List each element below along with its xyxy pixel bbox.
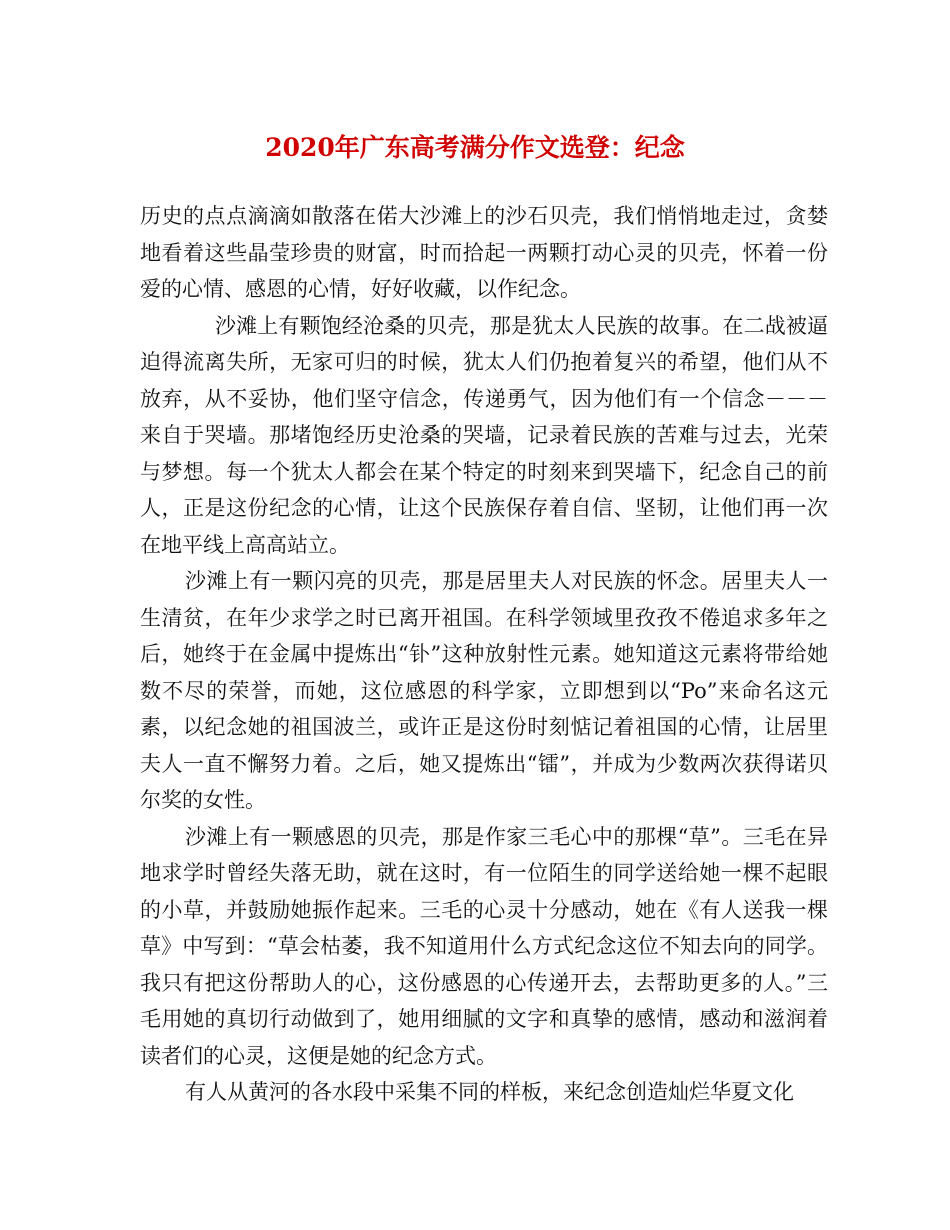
- paragraph-madame-curie: 沙滩上有一颗闪亮的贝壳，那是居里夫人对民族的怀念。居里夫人一生清贫，在年少求学之时已离开祖国。在科学领域里孜孜不倦追求多年之后，她终于在金属中提炼出“钋”这种放射性元素。她知道这元素将带给她数不尽的荣誉，而她，这位感恩的科学家，立即想到以“Po”来命名这元素，以纪念她的祖国波兰，或许正是这份时刻惦记着祖国的心情，让居里夫人一直不懈努力着。之后，她又提炼出“镭”，并成为少数两次获得诺贝尔奖的女性。: [140, 569, 828, 812]
- paragraph-yellow-river: 有人从黄河的各水段中采集不同的样板，来纪念创造灿烂华夏文化: [185, 1080, 794, 1104]
- page-title: 2020年广东高考满分作文选登：纪念: [265, 133, 685, 162]
- paragraph-intro: 历史的点点滴滴如散落在偌大沙滩上的沙石贝壳，我们悄悄地走过，贪婪地看着这些晶莹珍贵的财富，时而拾起一两颗打动心灵的贝壳，怀着一份爱的心情、感恩的心情，好好收藏，以作纪念。: [140, 204, 828, 301]
- paragraph-jewish-people: 沙滩上有颗饱经沧桑的贝壳，那是犹太人民族的故事。在二战被逼迫得流离失所，无家可归的时候，犹太人们仍抱着复兴的希望，他们从不放弃，从不妥协，他们坚守信念，传递勇气，因为他们有一个信念－－－来自于哭墙。那堵饱经历史沧桑的哭墙，记录着民族的苦难与过去，光荣与梦想。每一个犹太人都会在某个特定的时刻来到哭墙下，纪念自己的前人，正是这份纪念的心情，让这个民族保存着自信、坚韧，让他们再一次在地平线上高高站立。: [140, 313, 828, 557]
- paragraph-sanmao: 沙滩上有一颗感恩的贝壳，那是作家三毛心中的那棵“草”。三毛在异地求学时曾经失落无助，就在这时，有一位陌生的同学送给她一棵不起眼的小草，并鼓励她振作起来。三毛的心灵十分感动，她在《有人送我一棵草》中写到：“草会枯萎，我不知道用什么方式纪念这位不知去向的同学。我只有把这份帮助人的心，这份感恩的心传递开去，去帮助更多的人。”三毛用她的真切行动做到了，她用细腻的文字和真挚的感情，感动和滋润着读者们的心灵，这便是她的纪念方式。: [140, 824, 828, 1068]
- essay-body: [140, 198, 828, 1111]
